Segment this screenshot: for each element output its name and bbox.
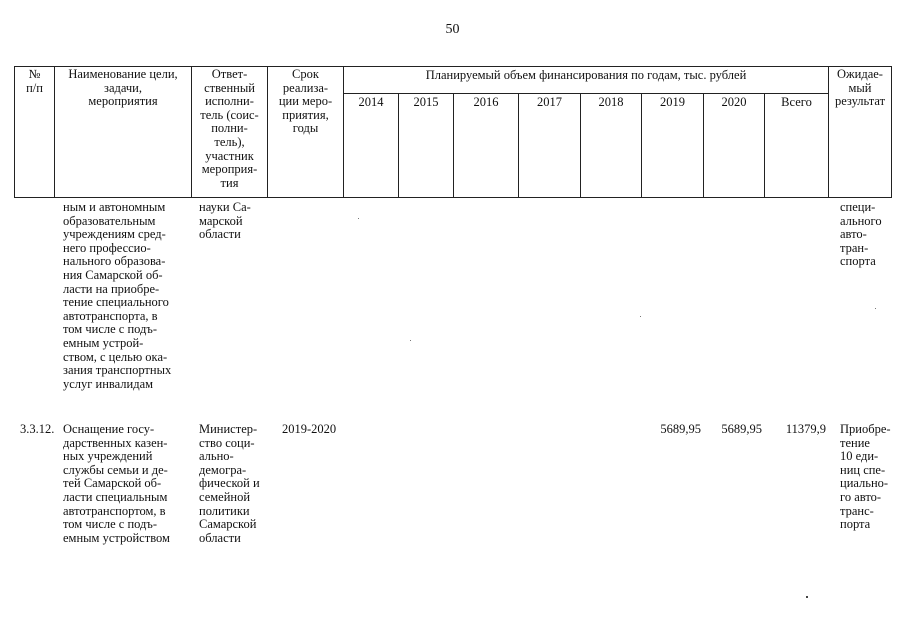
header-executor: Ответ- ственный исполни- тель (соис- полни- тель), участник мероприя- тия bbox=[200, 67, 259, 190]
scan-speck bbox=[410, 340, 411, 341]
row-value-2020: 5689,95 bbox=[721, 422, 762, 436]
scan-speck bbox=[358, 218, 359, 219]
header-name: Наименование цели, задачи, мероприятия bbox=[68, 67, 178, 109]
header-year-2015: 2015 bbox=[413, 95, 439, 109]
scan-speck bbox=[875, 308, 876, 309]
header-num: № п/п bbox=[26, 67, 43, 95]
header-result: Ожидае- мый результат bbox=[834, 67, 886, 109]
header-year-2014: 2014 bbox=[358, 95, 384, 109]
header-term: Срок реализа- ции меро- приятия, годы bbox=[278, 67, 333, 136]
row-result: специ- ального авто- тран- спорта bbox=[840, 200, 882, 269]
header-year-2020: 2020 bbox=[721, 95, 747, 109]
row-name: Оснащение госу- дарственных казен- ных учреждений службы семьи и де- тей Самарской об- ласти специальным автотранспортом, в том числе с подъ- емным устройством bbox=[63, 422, 170, 545]
row-term: 2019-2020 bbox=[282, 422, 337, 436]
row-name: ным и автономным образовательным учреждениям сред- него профессио- нального образова- ния Самарской об- ласти на приобре- тение специального автотранспорта, в том числе с подъ- емным устрой- ством, с целью ока- зания транспортных услуг инвалидам bbox=[63, 200, 172, 391]
scan-speck bbox=[640, 316, 641, 317]
scan-speck bbox=[806, 596, 808, 598]
page-number: 50 bbox=[445, 22, 460, 37]
header-total: Всего bbox=[781, 95, 812, 109]
row-total: 11379,9 bbox=[785, 422, 826, 436]
header-bottom-border bbox=[14, 197, 892, 198]
row-executor: науки Са- марской области bbox=[199, 200, 251, 242]
column-border bbox=[343, 66, 344, 197]
row-value-2019: 5689,95 bbox=[660, 422, 701, 436]
header-year-2019: 2019 bbox=[660, 95, 685, 109]
header-funding: Планируемый объем финансирования по годам, тыс. рублей bbox=[425, 68, 747, 82]
column-border bbox=[891, 66, 892, 197]
row-num: 3.3.12. bbox=[20, 422, 55, 436]
years-header-divider bbox=[343, 93, 828, 94]
row-executor: Министер- ство соци- ально- демогра- фической и семейной политики Самарской области bbox=[199, 422, 260, 545]
row-result: Приобре- тение 10 еди- ниц спе- циально- го авто- транс- порта bbox=[840, 422, 891, 532]
header-year-2016: 2016 bbox=[473, 95, 499, 109]
header-year-2018: 2018 bbox=[598, 95, 624, 109]
header-year-2017: 2017 bbox=[537, 95, 562, 109]
